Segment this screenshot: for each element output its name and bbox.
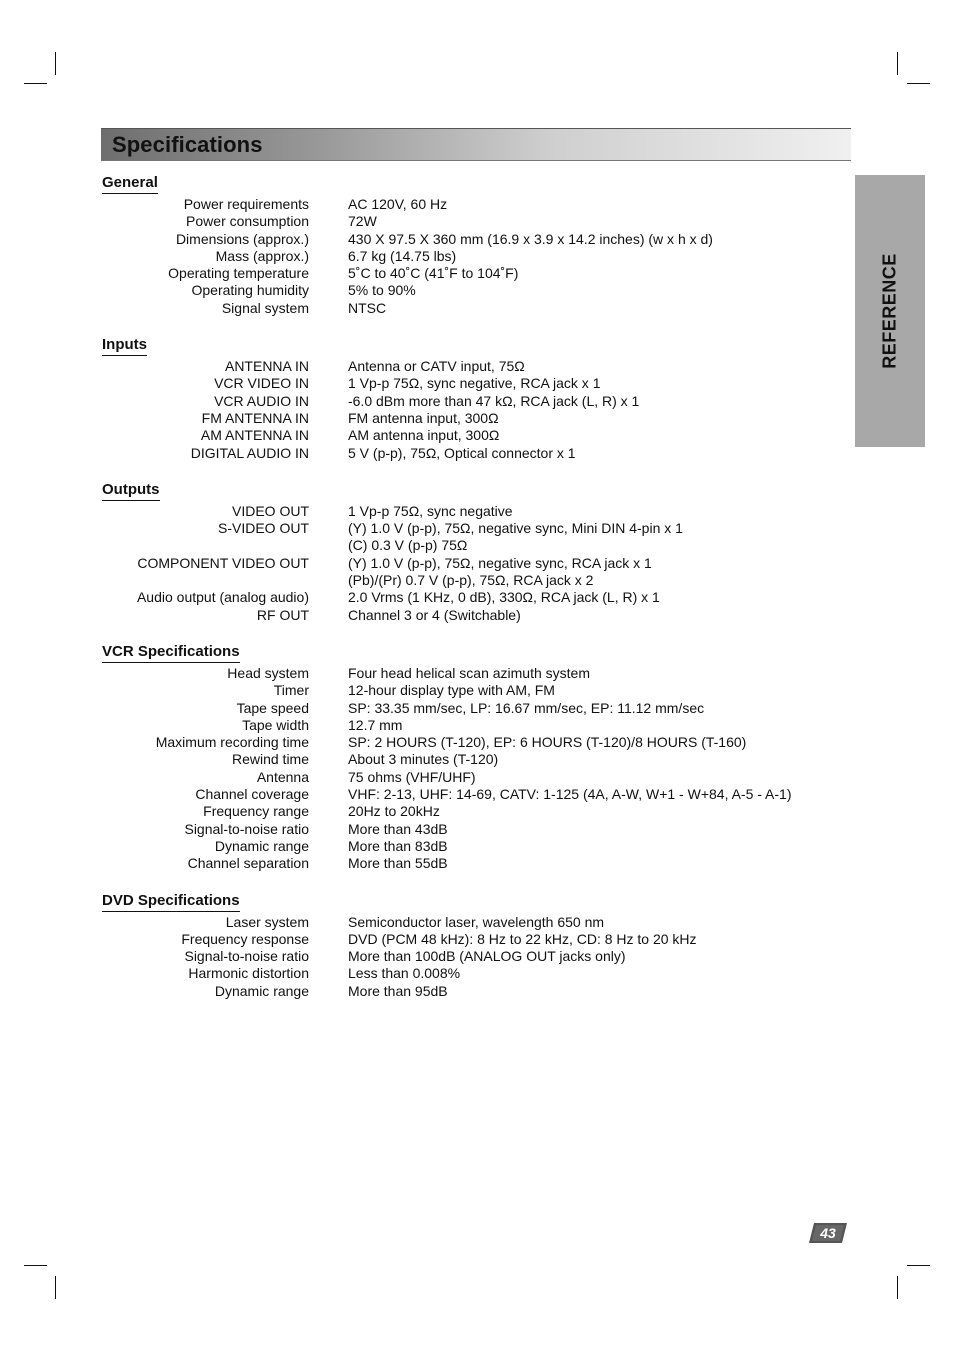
section-heading-text: Outputs [102, 481, 160, 501]
spec-value: NTSC [348, 299, 387, 316]
spec-label: Signal-to-noise ratio [184, 948, 309, 965]
spec-row [0, 751, 954, 768]
page-title: Specifications [112, 132, 263, 157]
spec-label: Laser system [225, 913, 309, 930]
section-heading-text: VCR Specifications [102, 643, 240, 663]
spec-value: 5 V (p-p), 75Ω, Optical connector x 1 [348, 444, 576, 461]
spec-value: 1 Vp-p 75Ω, sync negative, RCA jack x 1 [348, 375, 601, 392]
page-number: 43 [820, 1225, 836, 1241]
spec-value: Semiconductor laser, wavelength 650 nm [348, 913, 605, 930]
spec-row [0, 948, 954, 965]
spec-value: VHF: 2-13, UHF: 14-69, CATV: 1-125 (4A, A-W, W+1 - W+84, A-5 - A-1) [348, 786, 792, 803]
spec-label: VIDEO OUT [231, 502, 309, 519]
spec-row [0, 665, 954, 682]
spec-label: Signal-to-noise ratio [184, 820, 309, 837]
spec-label: Dimensions (approx.) [175, 230, 309, 247]
spec-label: Dynamic range [214, 837, 309, 854]
crop-mark [24, 1265, 47, 1266]
spec-value: SP: 33.35 mm/sec, LP: 16.67 mm/sec, EP: 11.12 mm/sec [348, 699, 705, 716]
spec-row [0, 803, 954, 820]
crop-mark [907, 83, 930, 84]
spec-row [0, 537, 954, 554]
spec-value: About 3 minutes (T-120) [348, 751, 499, 768]
spec-value: AC 120V, 60 Hz [348, 196, 448, 212]
spec-label: Head system [227, 664, 309, 681]
spec-label: Frequency range [203, 803, 309, 820]
crop-mark [24, 83, 47, 84]
spec-value: More than 100dB (ANALOG OUT jacks only) [348, 948, 626, 965]
spec-row [0, 734, 954, 751]
spec-label: VCR AUDIO IN [214, 392, 309, 409]
crop-mark [897, 52, 898, 75]
spec-row [0, 213, 954, 230]
spec-row [0, 589, 954, 606]
section-heading-text: General [102, 174, 158, 194]
spec-section [0, 639, 954, 873]
section-heading [102, 639, 954, 665]
spec-row [0, 196, 954, 213]
spec-label: COMPONENT VIDEO OUT [137, 554, 309, 571]
spec-label: Antenna [256, 768, 309, 785]
spec-label: Dynamic range [214, 982, 309, 999]
specifications-content [0, 170, 954, 1015]
spec-label: Channel coverage [195, 786, 309, 803]
spec-value: 20Hz to 20kHz [348, 803, 440, 820]
spec-row [0, 427, 954, 444]
spec-value: 1 Vp-p 75Ω, sync negative [348, 502, 513, 519]
spec-value: FM antenna input, 300Ω [348, 409, 499, 426]
spec-value: More than 95dB [348, 982, 448, 999]
spec-value: (Pb)/(Pr) 0.7 V (p-p), 75Ω, RCA jack x 2 [348, 572, 594, 589]
spec-value: 6.7 kg (14.75 lbs) [348, 247, 457, 264]
spec-label: Operating humidity [191, 282, 309, 299]
spec-value: 12.7 mm [348, 716, 403, 733]
spec-row [0, 282, 954, 299]
spec-row [0, 965, 954, 982]
spec-value: 75 ohms (VHF/UHF) [348, 768, 476, 785]
spec-row [0, 231, 954, 248]
crop-mark [55, 1276, 56, 1299]
spec-value: 5% to 90% [348, 282, 416, 299]
spec-section [0, 332, 954, 462]
section-heading [102, 332, 954, 358]
spec-value: More than 55dB [348, 855, 448, 872]
spec-row [0, 265, 954, 282]
spec-row [0, 445, 954, 462]
spec-label: Power requirements [183, 196, 309, 212]
page-number-badge [808, 1222, 848, 1244]
spec-section [0, 888, 954, 1000]
spec-value: 72W [348, 213, 377, 230]
spec-label: S-VIDEO OUT [217, 520, 309, 537]
spec-value: 5˚C to 40˚C (41˚F to 104˚F) [348, 265, 519, 282]
side-tab-label: REFERENCE [879, 253, 900, 369]
spec-label: DIGITAL AUDIO IN [190, 444, 309, 461]
spec-row [0, 607, 954, 624]
title-bar [101, 128, 851, 161]
spec-label: Operating temperature [168, 265, 309, 282]
spec-value: Four head helical scan azimuth system [348, 664, 590, 681]
spec-label: Mass (approx.) [215, 247, 309, 264]
spec-row [0, 300, 954, 317]
spec-row [0, 769, 954, 786]
spec-value: Antenna or CATV input, 75Ω [348, 358, 525, 375]
spec-label: Frequency response [181, 930, 309, 947]
spec-value: (Y) 1.0 V (p-p), 75Ω, negative sync, Mini DIN 4-pin x 1 [348, 520, 683, 537]
spec-value: (Y) 1.0 V (p-p), 75Ω, negative sync, RCA jack x 1 [348, 554, 652, 571]
spec-section [0, 170, 954, 317]
spec-value: 2.0 Vrms (1 KHz, 0 dB), 330Ω, RCA jack (L, R) x 1 [348, 589, 660, 606]
spec-label: Audio output (analog audio) [136, 589, 309, 606]
spec-value: More than 83dB [348, 837, 448, 854]
crop-mark [907, 1265, 930, 1266]
spec-value: More than 43dB [348, 820, 448, 837]
spec-row [0, 717, 954, 734]
spec-row [0, 931, 954, 948]
spec-row [0, 503, 954, 520]
spec-value: DVD (PCM 48 kHz): 8 Hz to 22 kHz, CD: 8 Hz to 20 kHz [348, 930, 697, 947]
section-heading [102, 170, 954, 196]
spec-label: RF OUT [256, 606, 309, 623]
crop-mark [55, 52, 56, 75]
spec-label: Maximum recording time [155, 734, 309, 751]
spec-label: Tape width [242, 716, 309, 733]
spec-row [0, 983, 954, 1000]
spec-section [0, 477, 954, 624]
spec-value: 12-hour display type with AM, FM [348, 682, 555, 699]
spec-row [0, 682, 954, 699]
spec-value: (C) 0.3 V (p-p) 75Ω [348, 537, 468, 554]
spec-row [0, 358, 954, 375]
spec-value: 430 X 97.5 X 360 mm (16.9 x 3.9 x 14.2 inches) (w x h x d) [348, 230, 713, 247]
spec-row [0, 914, 954, 931]
spec-label: AM ANTENNA IN [200, 427, 309, 444]
spec-row [0, 248, 954, 265]
spec-row [0, 572, 954, 589]
spec-row [0, 855, 954, 872]
section-heading [102, 477, 954, 503]
spec-label: Signal system [221, 299, 309, 316]
spec-row [0, 520, 954, 537]
spec-label: Timer [273, 682, 309, 699]
spec-row [0, 786, 954, 803]
spec-row [0, 555, 954, 572]
spec-row [0, 375, 954, 392]
spec-row [0, 393, 954, 410]
spec-label: ANTENNA IN [224, 358, 309, 375]
spec-row [0, 700, 954, 717]
spec-label: FM ANTENNA IN [201, 409, 309, 426]
spec-row [0, 410, 954, 427]
section-heading-text: Inputs [102, 336, 147, 356]
spec-label: Harmonic distortion [188, 965, 309, 982]
spec-row [0, 821, 954, 838]
spec-label: Tape speed [236, 699, 309, 716]
spec-value: AM antenna input, 300Ω [348, 427, 500, 444]
crop-mark [897, 1276, 898, 1299]
spec-label: VCR VIDEO IN [214, 375, 309, 392]
spec-row [0, 838, 954, 855]
spec-value: Channel 3 or 4 (Switchable) [348, 606, 521, 623]
spec-value: -6.0 dBm more than 47 kΩ, RCA jack (L, R) x 1 [348, 392, 640, 409]
spec-label: Rewind time [231, 751, 309, 768]
spec-label: Channel separation [187, 855, 309, 872]
section-heading-text: DVD Specifications [102, 892, 240, 912]
spec-value: Less than 0.008% [348, 965, 461, 982]
spec-label: Power consumption [186, 213, 309, 230]
spec-value: SP: 2 HOURS (T-120), EP: 6 HOURS (T-120)/8 HOURS (T-160) [348, 734, 747, 751]
section-heading [102, 888, 954, 914]
